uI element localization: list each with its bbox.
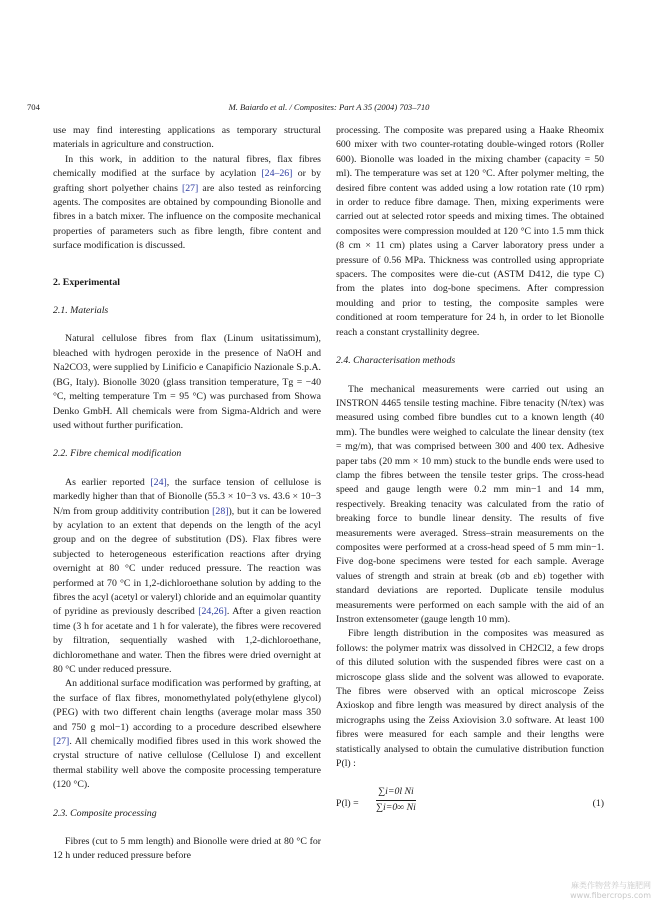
citation-link[interactable]: [24–26]: [261, 168, 293, 180]
materials-paragraph: Natural cellulose fibres from flax (Linum usitatissimum), bleached with hydrogen peroxide in the presence of NaOH and Na2CO3, were supplied by Linificio e Canapificio Nazionale S.p.A. (BG, Italy). Bionolle 3020 (glass transition temperature, Tg = −40 °C, melting temperature Tm = 95 °C) was purchased from Showa Denko GmbH. All chemicals were from Sigma-Aldrich and were used without further purification.: [53, 333, 321, 431]
right-column: [336, 124, 604, 825]
text-run: , the surface tension of cellulose is markedly higher than that of Bionolle (55.3 × 10−3 vs. 43.6 × 10−3 N/m from group additivity contribution: [53, 476, 322, 517]
intro-paragraph-2: [53, 153, 321, 254]
page-number: 704: [27, 102, 40, 112]
intro-paragraph-1: use may find interesting applications as temporary structural materials in agriculture and construction.: [53, 125, 321, 151]
subsection-heading-fibre-modification: 2.2. Fibre chemical modification: [53, 448, 182, 460]
left-column: [53, 124, 321, 864]
text-run: In this work, in addition to the natural fibres, flax fibres chemically modified at the surface by acylation: [53, 153, 321, 180]
text-run: ), but it can be lowered by acylation to an extent that depends on the length of the acyl group and on the degree of substitution (DS). Flax fibres were subjected to heterogeneous esterification reactions after drying overnight at 80 °C under reduced pressure. The reaction was performed at 70 °C in 1,2-dichloroethane solution by adding to the fibres the acyl (acetyl or valeryl) chloride and an equimolar quantity of pyridine as previously described: [53, 505, 321, 618]
equation-number: (1): [592, 798, 604, 810]
subsection-heading-characterisation: 2.4. Characterisation methods: [336, 355, 456, 367]
text-run: An additional surface modification was performed by grafting, at the surface of flax fibres, monomethylated poly(ethylene glycol) (PEG) with two different chain lengths (average molar mass 350 and 750 g mol−1) according to a procedure described elsewhere: [53, 678, 321, 733]
watermark-line-1: 麻类作物营养与施肥网: [571, 881, 651, 890]
text-run: . After a given reaction time (3 h for acetate and 1 h for valerate), the fibres were recovered by filtration, sequentially washed with 1,2-dichloroethane, dichloromethane and water. Then the fibres were dried overnight at 80 °C under reduced pressure.: [53, 606, 321, 675]
text-run: . All chemically modified fibres used in this work showed the crystal structure of native cellulose (Cellulose I) and excellent thermal stability well above the composite processing temperature (120 °C).: [53, 736, 321, 791]
fibre-modification-paragraph-1: [53, 476, 321, 678]
processing-paragraph: Fibres (cut to 5 mm length) and Bionolle were dried at 80 °C for 12 h under reduced pressure before: [53, 836, 321, 862]
text-run: or by grafting short polyether chains: [53, 168, 321, 194]
citation-link[interactable]: [28]: [212, 505, 229, 517]
fibre-modification-paragraph-2: [53, 677, 321, 792]
equation-1: [336, 785, 604, 825]
characterisation-paragraph-1: The mechanical measurements were carried out using an INSTRON 4465 tensile testing machine. Fibre tenacity (N/tex) was measured using combed fibre bundles cut to a known length (40 mm). The bundles were weighed to calculate the linear density (tex = mg/m), that was comprised between 300 and 400 tex. Adhesive paper tabs (20 mm × 10 mm) stuck to the bundle ends were used to clamp the fibres between the tensile tester grips. The cross-head speed and gauge length were 0.2 mm min−1 and 14 mm, respectively. Breaking tenacity was calculated from the ratio of breaking force to bundle linear density. The results of five measurements were averaged. Stress–strain measurements on the composites were performed at a cross-head speed of 5 mm min−1. Five dog-bone specimens were tested for each sample. Average values of strength and strain at break (σb and εb) together with standard deviations are reported. Duplicate tensile modulus measurements were performed on each sample with the aid of an Instron extensometer (gauge length 10 mm).: [336, 383, 604, 625]
subsection-heading-processing: 2.3. Composite processing: [53, 807, 157, 819]
equation-numerator: ∑i=0l Ni: [376, 785, 416, 800]
subsection-heading-materials: 2.1. Materials: [53, 305, 109, 317]
site-watermark: [570, 881, 651, 901]
watermark-line-2: www.fibercrops.com: [570, 891, 651, 900]
page-header: [27, 100, 631, 114]
citation-link[interactable]: [27]: [181, 182, 199, 194]
text-run: are also tested as reinforcing agents. The composites are obtained by compounding Bionolle and fibres in a batch mixer. The influence on the composite mechanical properties of parameters such as fibre length, fibre content and surface modification is discussed.: [53, 182, 321, 252]
citation-link[interactable]: [27]: [53, 736, 70, 748]
equation-lhs: P(l) =: [336, 798, 359, 810]
text-run: As earlier reported: [65, 476, 151, 488]
characterisation-paragraph-2: Fibre length distribution in the composites was measured as follows: the polymer matrix was dissolved in CH2Cl2, a few drops of this diluted solution with the suspended fibres were cast on a microscope glass slide and the solvent was allowed to evaporate. The fibres were observed with an optical microscope Zeiss Axioskop and fibre length was measured by direct analysis of the micrographs using the Zeiss Axiovision 3.0 software. At least 100 fibres were measured for each sample and their lengths were statistically analysed to obtain the cumulative distribution function P(l) :: [336, 628, 604, 770]
citation-link[interactable]: [24]: [150, 476, 167, 488]
processing-paragraph-continued: processing. The composite was prepared using a Haake Rheomix 600 mixer with two counter-rotating double-winged rotors (Roller 600). Bionolle was loaded in the mixing chamber (capacity = 50 ml). The temperature was set at 120 °C. After polymer melting, the desired fibre content was added using a low rotation rate (10 rpm) in order to reduce fibre damage. Then, mixing experiments were carried out at selected rotor speeds and mixing times. The obtained composites were compression moulded at 120 °C into 1.5 mm thick (8 cm × 11 cm) plates using a Carver laboratory press under a pressure of 0.56 MPa. Thickness was controlled using appropriate spacers. The composites were die-cut (ASTM D412, die type C) from the plates into dog-bone specimens. After compression moulding and prior to testing, the composite samples were conditioned at room temperature for 24 h, in order to let Bionolle reach a constant crystallinity degree.: [336, 125, 604, 338]
equation-denominator: ∑i=0∞ Ni: [376, 801, 416, 813]
citation-link[interactable]: [24,26]: [198, 606, 227, 618]
running-title: M. Baiardo et al. / Composites: Part A 35 (2004) 703–710: [228, 102, 430, 112]
equation-fraction: [376, 785, 416, 815]
section-heading-experimental: 2. Experimental: [53, 276, 120, 288]
